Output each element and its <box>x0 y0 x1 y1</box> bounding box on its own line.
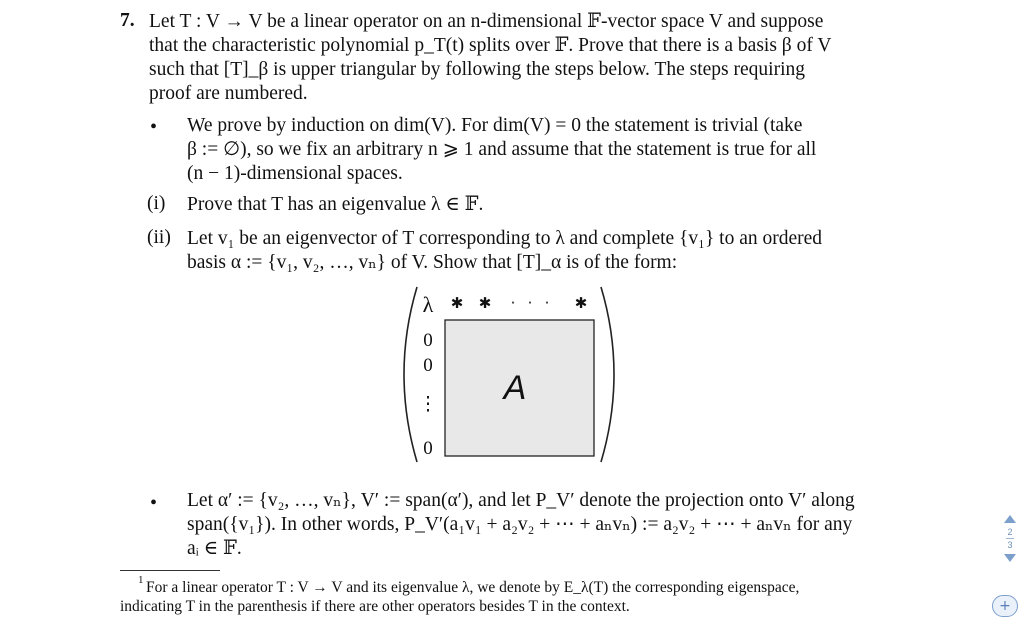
zoom-icon: + <box>999 598 1011 614</box>
current-page-number: 2 <box>1007 527 1013 537</box>
bullet-marker-1: • <box>150 116 158 138</box>
footnote-mark: 1 <box>138 574 144 586</box>
block-label: A <box>503 369 527 407</box>
right-paren <box>601 287 614 462</box>
bullet2-line-3: aᵢ ∈ 𝔽. <box>187 538 242 559</box>
bullet2-line-1: Let α′ := {v₂, …, vₙ}, V′ := span(α′), and let P_V′ denote the projection onto V′ along <box>187 490 855 511</box>
previous-page-arrow-icon[interactable] <box>1004 515 1016 523</box>
zoom-in-button[interactable] <box>992 595 1018 617</box>
matrix-lambda: λ <box>422 292 434 317</box>
matrix-star-1: ✱ <box>450 294 464 312</box>
next-page-arrow-icon[interactable] <box>1004 554 1016 562</box>
problem-number: 7. <box>120 10 135 31</box>
bullet1-line-1: We prove by induction on dim(V). For dim(V) = 0 the statement is trivial (take <box>187 115 803 136</box>
step-ii-line-2: basis α := {v₁, v₂, …, vₙ} of V. Show that [T]_α is of the form: <box>187 252 678 273</box>
left-paren <box>404 287 417 462</box>
footnote-line-2: indicating T in the parenthesis if there are other operators besides T in the context. <box>120 598 630 615</box>
page-navigator <box>1002 515 1018 575</box>
matrix-zero-2: 0 <box>423 355 433 376</box>
bullet1-line-3: (n − 1)-dimensional spaces. <box>187 163 403 184</box>
footnote-line-1: For a linear operator T : V → V and its eigenvalue λ, we denote by E_λ(T) the corresponding eigenspace, <box>146 579 800 596</box>
matrix-zero-1: 0 <box>423 330 433 351</box>
matrix-dot-2: · <box>527 294 533 312</box>
intro-line-3: such that [T]_β is upper triangular by following the steps below. The steps requiring <box>149 59 805 80</box>
step-ii-line-1: Let v₁ be an eigenvector of T corresponding to λ and complete {v₁} to an ordered <box>187 228 823 249</box>
intro-line-1: Let T : V → V be a linear operator on an n-dimensional 𝔽-vector space V and suppose <box>149 11 824 32</box>
matrix-figure <box>395 282 625 467</box>
bullet2-line-2: span({v₁}). In other words, P_V′(a₁v₁ + a₂v₂ + ⋯ + aₙvₙ) := a₂v₂ + ⋯ + aₙvₙ for any <box>187 514 853 535</box>
matrix-dot-3: · <box>544 294 550 312</box>
intro-line-4: proof are numbered. <box>149 83 308 104</box>
step-i-label: (i) <box>147 193 166 214</box>
footnote-rule <box>120 570 220 571</box>
matrix-zero-last: 0 <box>423 438 433 459</box>
matrix-vdots: ⋮ <box>418 394 438 415</box>
total-pages: 3 <box>1007 540 1013 550</box>
bullet-marker-2: • <box>150 492 158 514</box>
matrix-dot-1: · <box>510 294 516 312</box>
step-ii-label: (ii) <box>147 227 171 248</box>
intro-line-2: that the characteristic polynomial p_T(t) splits over 𝔽. Prove that there is a basis β of V <box>149 35 832 56</box>
matrix-star-2: ✱ <box>478 294 492 312</box>
page-divider <box>1006 538 1014 539</box>
bullet1-line-2: β := ∅), so we fix an arbitrary n ⩾ 1 and assume that the statement is true for all <box>187 139 817 160</box>
matrix-star-3: ✱ <box>574 294 588 312</box>
step-i-text: Prove that T has an eigenvalue λ ∈ 𝔽. <box>187 194 484 215</box>
